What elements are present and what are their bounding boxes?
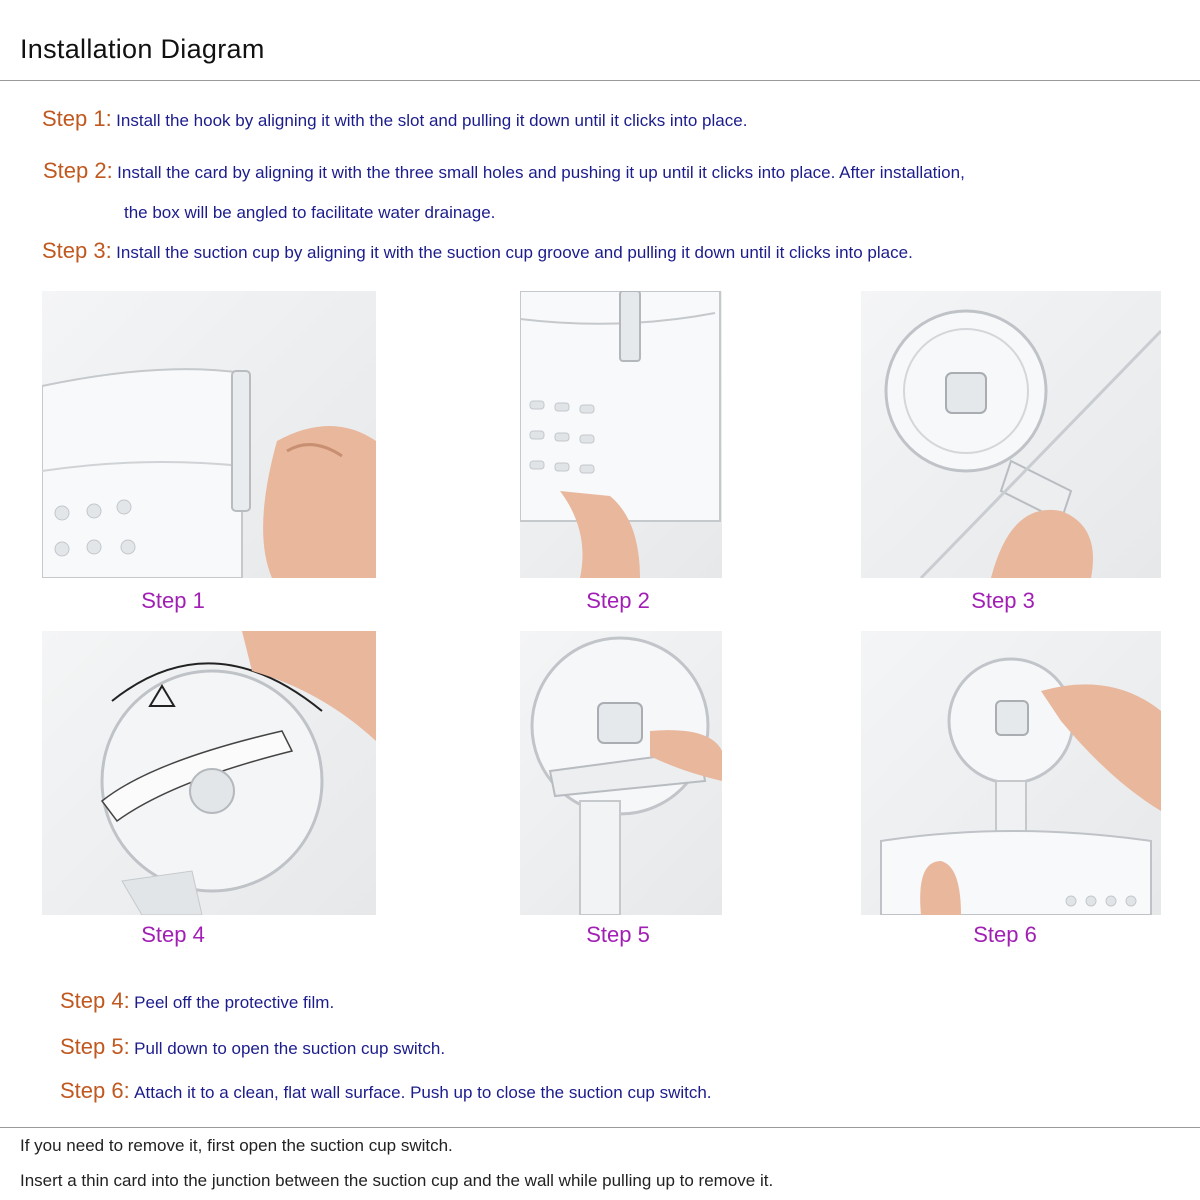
photo-caption-step-5: Step 5 bbox=[586, 922, 650, 947]
step-4-instruction bbox=[60, 988, 334, 1014]
photo-caption-step-3: Step 3 bbox=[971, 588, 1035, 613]
step-4-label: Step 4: bbox=[60, 988, 130, 1013]
step-6-label: Step 6: bbox=[60, 1078, 130, 1103]
card-install-photo bbox=[520, 291, 722, 578]
step-5-text: Pull down to open the suction cup switch. bbox=[134, 1039, 446, 1058]
peel-film-photo bbox=[42, 631, 376, 915]
step-2-label: Step 2: bbox=[43, 158, 113, 183]
suction-cup-install-photo bbox=[861, 291, 1161, 578]
step-2-continuation: the box will be angled to facilitate water drainage. bbox=[124, 203, 496, 222]
removal-note-1: If you need to remove it, first open the suction cup switch. bbox=[20, 1136, 453, 1155]
photo-caption-step-4: Step 4 bbox=[141, 922, 205, 947]
step-1-label: Step 1: bbox=[42, 106, 112, 131]
photo-caption-step-1: Step 1 bbox=[141, 588, 205, 613]
step-6-instruction bbox=[60, 1078, 712, 1104]
step-5-label: Step 5: bbox=[60, 1034, 130, 1059]
removal-note-2: Insert a thin card into the junction between the suction cup and the wall while pulling up to remove it. bbox=[20, 1171, 774, 1190]
step-2-instruction bbox=[43, 158, 965, 184]
step-3-instruction bbox=[42, 238, 913, 264]
page-title: Installation Diagram bbox=[20, 34, 265, 64]
step-6-text: Attach it to a clean, flat wall surface. Push up to close the suction cup switch. bbox=[134, 1083, 712, 1102]
footer-divider bbox=[0, 1127, 1200, 1128]
photo-caption-step-2: Step 2 bbox=[586, 588, 650, 613]
step-5-instruction bbox=[60, 1034, 445, 1060]
header-divider bbox=[0, 80, 1200, 81]
step-3-label: Step 3: bbox=[42, 238, 112, 263]
step-1-text: Install the hook by aligning it with the slot and pulling it down until it clicks into place. bbox=[116, 111, 748, 130]
hook-install-photo bbox=[42, 291, 376, 578]
step-1-instruction bbox=[42, 106, 747, 132]
step-4-text: Peel off the protective film. bbox=[134, 993, 335, 1012]
open-switch-photo bbox=[520, 631, 722, 915]
photo-caption-step-6: Step 6 bbox=[973, 922, 1037, 947]
step-2-text: Install the card by aligning it with the three small holes and pushing it up until it clicks into place. After installation, bbox=[117, 163, 965, 182]
step-3-text: Install the suction cup by aligning it with the suction cup groove and pulling it down until it clicks into place. bbox=[116, 243, 913, 262]
attach-wall-photo bbox=[861, 631, 1161, 915]
